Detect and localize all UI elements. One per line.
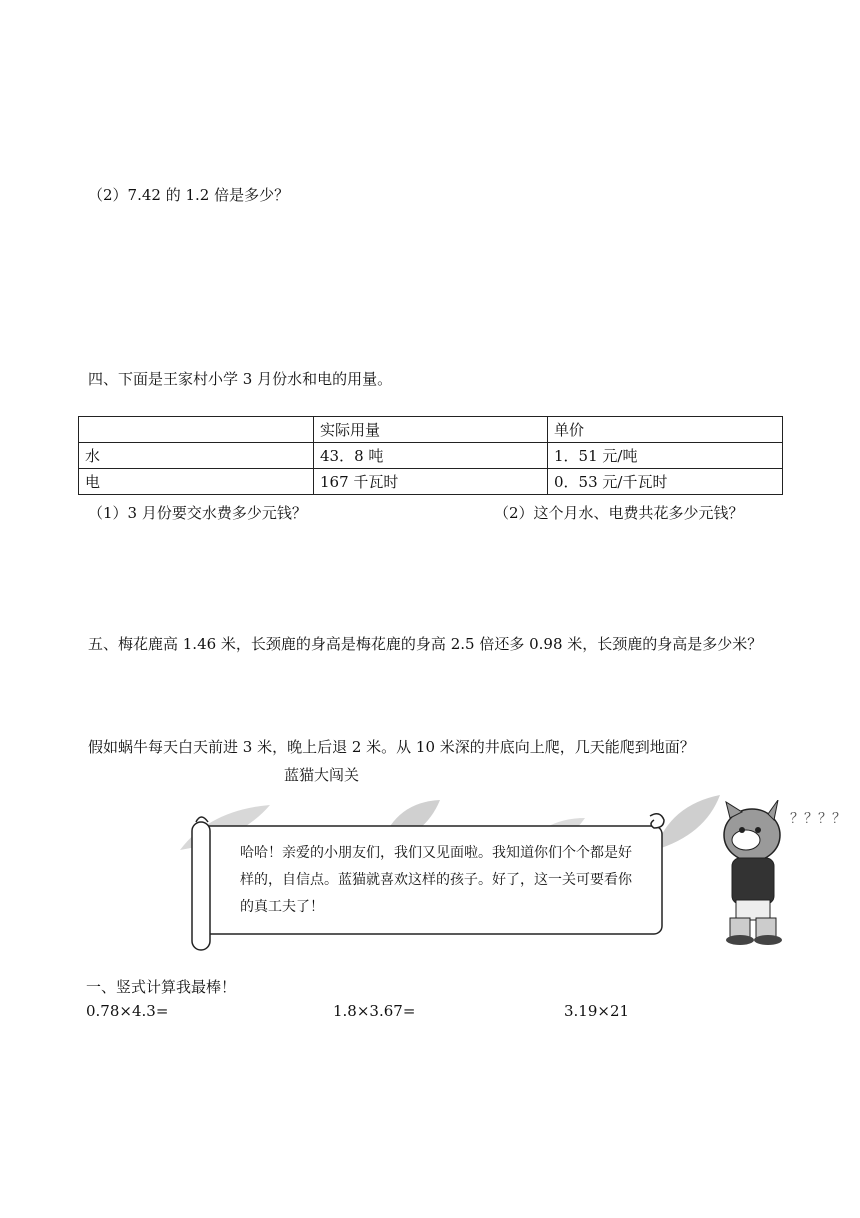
question-3-part-2: （2）7.42 的 1.2 倍是多少？ — [88, 186, 290, 204]
table-header-row — [79, 417, 783, 443]
table-cell: 水 — [79, 443, 314, 469]
snail-question: 假如蜗牛每天白天前进 3 米，晚上后退 2 米。从 10 米深的井底向上爬，几天能爬到地面？ — [88, 738, 695, 756]
table-header-cell — [79, 417, 314, 443]
table-row — [79, 469, 783, 495]
section-4-question-2: （2）这个月水、电费共花多少元钱？ — [494, 504, 744, 522]
table-cell: 0．53 元/千瓦时 — [548, 469, 783, 495]
calc-problem: 1.8×3.67= — [333, 1002, 416, 1020]
table-row — [79, 443, 783, 469]
usage-table — [78, 416, 783, 495]
table-cell: 167 千瓦时 — [314, 469, 548, 495]
banner-title: 蓝猫大闯关 — [284, 766, 360, 784]
calc-problem: 0.78×4.3= — [86, 1002, 169, 1020]
table-header-cell: 单价 — [548, 417, 783, 443]
section-5-question: 五、梅花鹿高 1.46 米，长颈鹿的身高是梅花鹿的身高 2.5 倍还多 0.98 米，长颈鹿的身高是多少米？ — [88, 635, 763, 653]
banner-message: 哈哈！亲爱的小朋友们，我们又见面啦。我知道你们个个都是好样的，自信点。蓝猫就喜欢这样的孩子。好了，这一关可要看你的真工夫了！ — [240, 845, 632, 915]
table-header-cell: 实际用量 — [314, 417, 548, 443]
section-4-question-1: （1）3 月份要交水费多少元钱？ — [88, 504, 307, 522]
table-cell: 1．51 元/吨 — [548, 443, 783, 469]
calc-problem: 3.19×21 — [564, 1002, 630, 1020]
section-1-heading: 一、竖式计算我最棒！ — [86, 978, 237, 996]
mascot-question-marks: ？？？？ — [790, 811, 846, 827]
table-cell: 电 — [79, 469, 314, 495]
section-4-heading: 四、下面是王家村小学 3 月份水和电的用量。 — [88, 370, 393, 388]
table-cell: 43．8 吨 — [314, 443, 548, 469]
